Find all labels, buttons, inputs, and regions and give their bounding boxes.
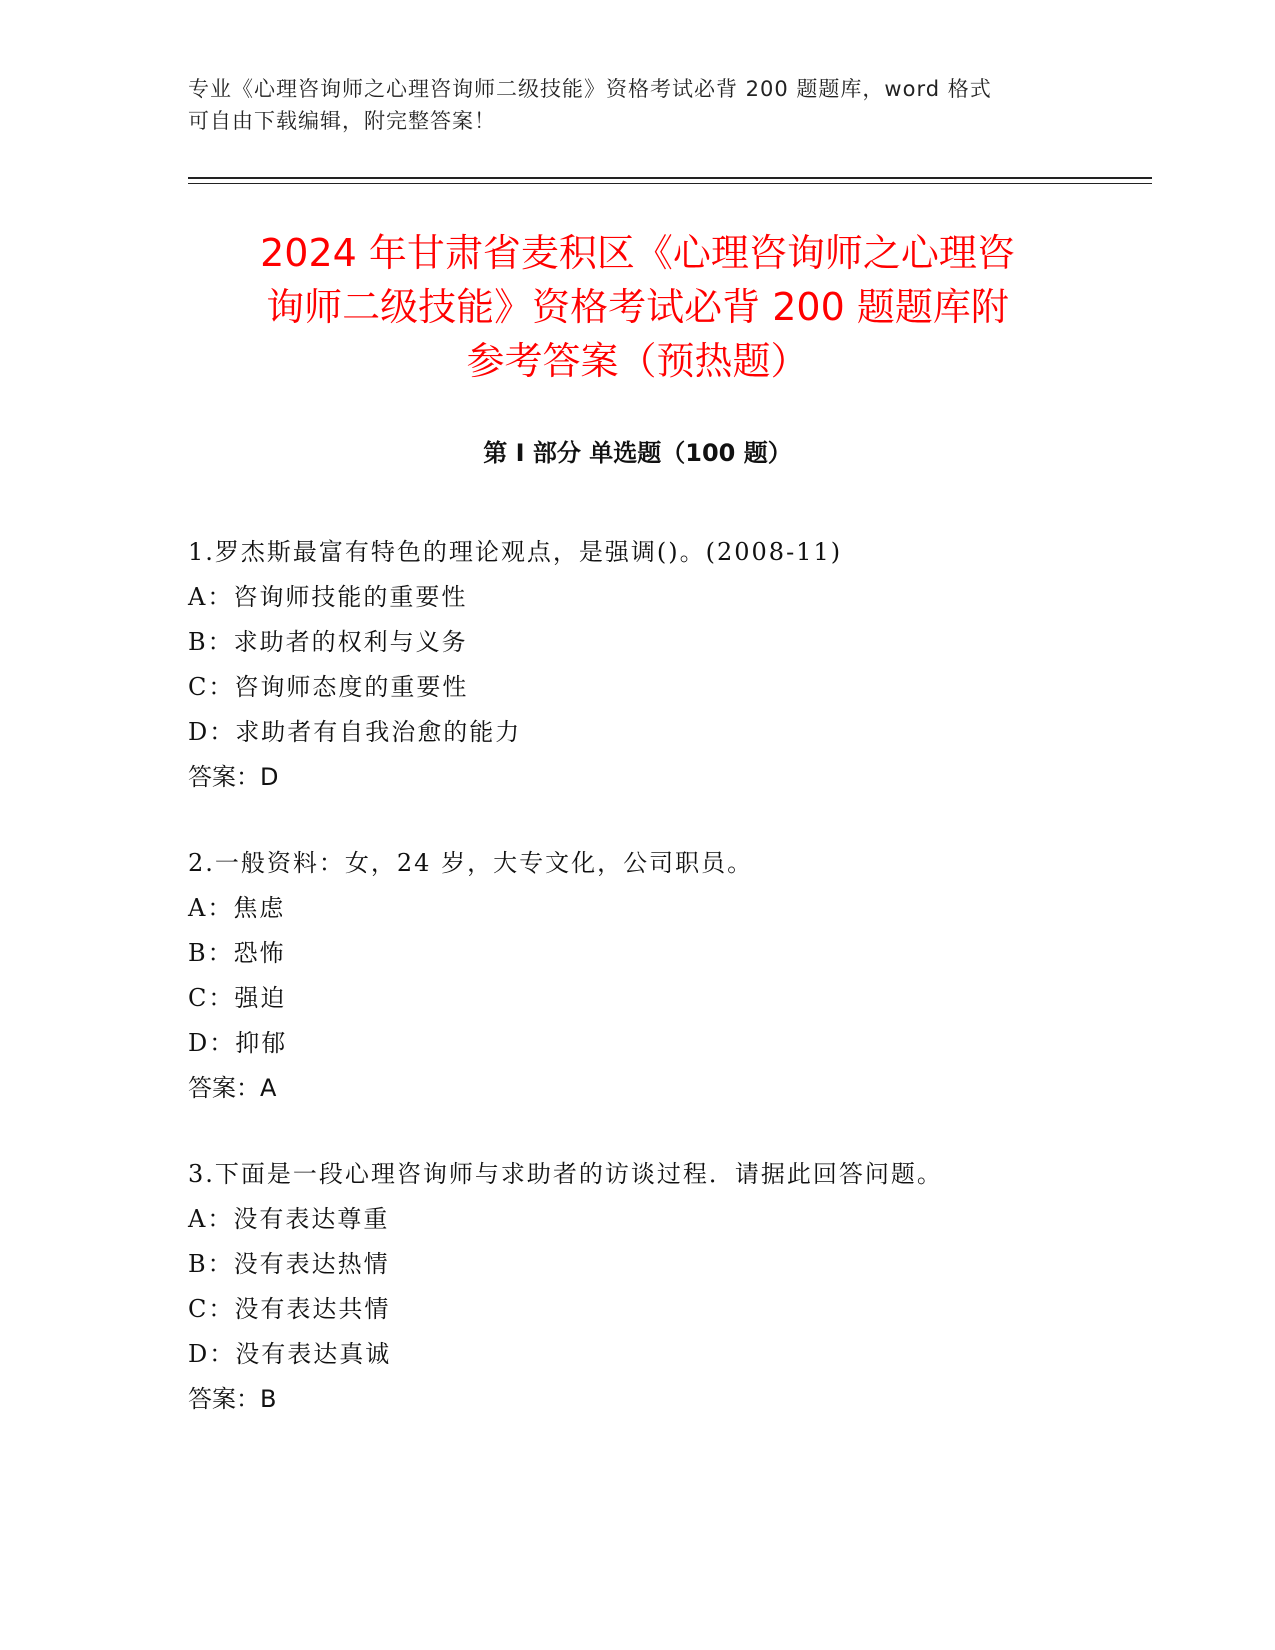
header-note-line-2: 可自由下载编辑，附完整答案！ [188, 109, 496, 133]
question-item [188, 530, 1128, 800]
title-line-3: 参考答案（预热题） [466, 339, 809, 383]
header-divider-thin [188, 183, 1152, 184]
document-title [160, 226, 1115, 388]
option-b: B：恐怖 [188, 939, 286, 967]
option-d: D：没有表达真诚 [188, 1340, 392, 1368]
option-c: C：没有表达共情 [188, 1295, 391, 1323]
header-note [188, 73, 1088, 137]
option-c: C：咨询师态度的重要性 [188, 673, 469, 701]
section-heading: 第 I 部分 单选题（100 题） [483, 439, 792, 467]
option-b: B：求助者的权利与义务 [188, 628, 468, 656]
title-line-2: 询师二级技能》资格考试必背 200 题题库附 [266, 285, 1009, 329]
question-list [188, 530, 1128, 1463]
option-a: A：咨询师技能的重要性 [188, 583, 468, 611]
question-item [188, 841, 1128, 1111]
question-text: 1.罗杰斯最富有特色的理论观点，是强调()。(2008-11) [188, 538, 843, 566]
answer-text: 答案：D [188, 763, 279, 791]
option-b: B：没有表达热情 [188, 1250, 390, 1278]
option-d: D：求助者有自我治愈的能力 [188, 718, 522, 746]
header-note-line-1: 专业《心理咨询师之心理咨询师二级技能》资格考试必背 200 题题库，word 格式 [188, 77, 992, 101]
answer-text: 答案：A [188, 1074, 277, 1102]
option-d: D：抑郁 [188, 1029, 288, 1057]
option-a: A：没有表达尊重 [188, 1205, 390, 1233]
option-c: C：强迫 [188, 984, 287, 1012]
question-text: 3.下面是一段心理咨询师与求助者的访谈过程．请据此回答问题。 [188, 1160, 943, 1188]
question-item [188, 1152, 1128, 1422]
option-a: A：焦虑 [188, 894, 286, 922]
answer-text: 答案：B [188, 1385, 277, 1413]
question-text: 2.一般资料：女，24 岁，大专文化，公司职员。 [188, 849, 754, 877]
header-divider-thick [188, 177, 1152, 179]
title-line-1: 2024 年甘肃省麦积区《心理咨询师之心理咨 [260, 231, 1015, 275]
